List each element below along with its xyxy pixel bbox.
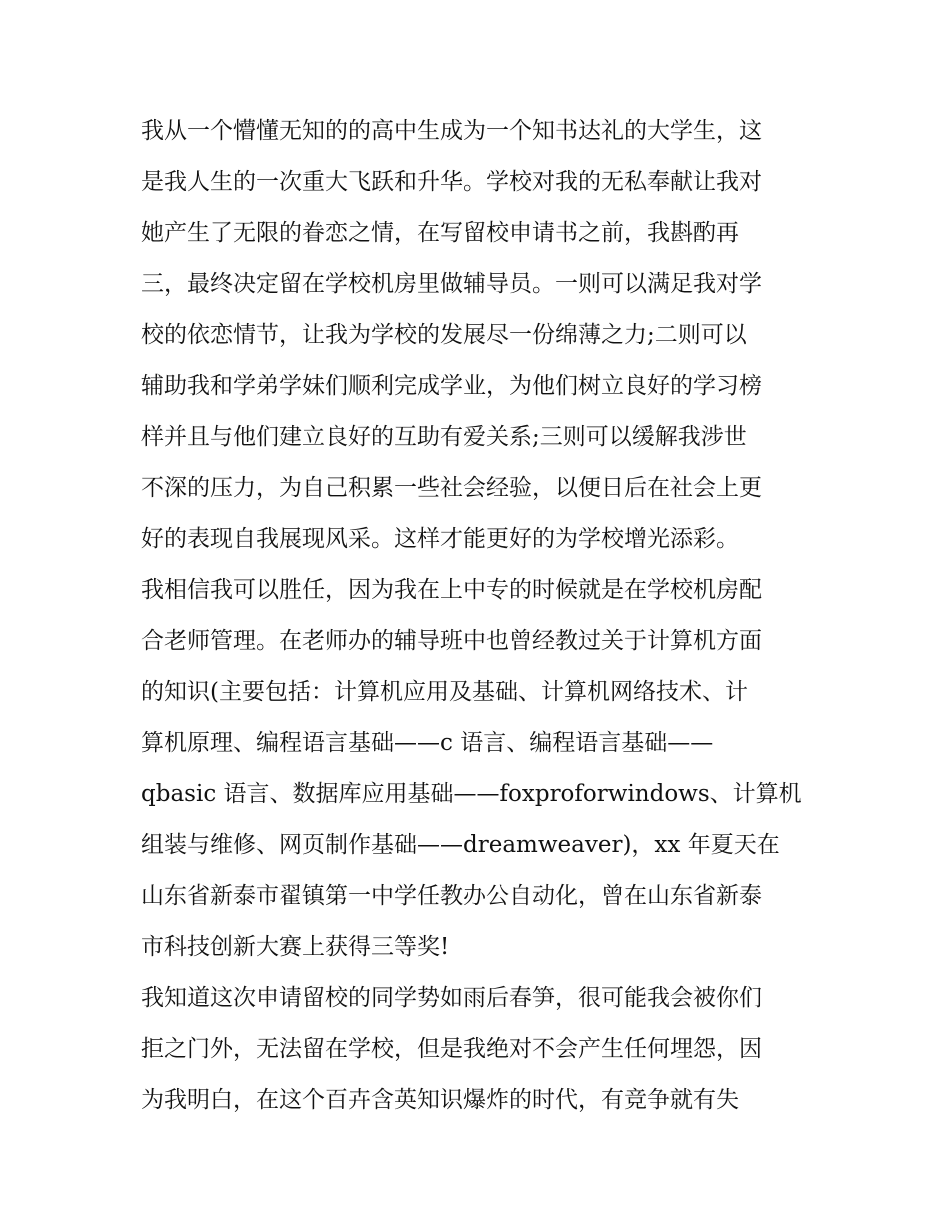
text-line: 算机原理、编程语言基础——c 语言、编程语言基础—— <box>141 730 714 756</box>
text-line: 为我明白，在这个百卉含英知识爆炸的时代，有竞争就有失 <box>141 1087 739 1113</box>
text-line: 组装与维修、网页制作基础——dreamweaver)，xx 年夏天在 <box>141 832 780 858</box>
text-line: 我知道这次申请留校的同学势如雨后春笋，很可能我会被你们 <box>141 985 762 1011</box>
text-line: 合老师管理。在老师办的辅导班中也曾经教过关于计算机方面 <box>141 628 762 654</box>
text-line: 我从一个懵懂无知的的高中生成为一个知书达礼的大学生，这 <box>141 118 762 144</box>
text-line: 辅助我和学弟学妹们顺利完成学业，为他们树立良好的学习榜 <box>141 373 762 399</box>
text-line: 是我人生的一次重大飞跃和升华。学校对我的无私奉献让我对 <box>141 169 762 195</box>
text-line: 的知识(主要包括：计算机应用及基础、计算机网络技术、计 <box>141 679 748 705</box>
text-line: 山东省新泰市翟镇第一中学任教办公自动化，曾在山东省新泰 <box>141 883 762 909</box>
text-line: 她产生了无限的眷恋之情，在写留校申请书之前，我斟酌再 <box>141 220 739 246</box>
text-line: 三，最终决定留在学校机房里做辅导员。一则可以满足我对学 <box>141 271 762 297</box>
text-line: 市科技创新大赛上获得三等奖! <box>141 934 450 960</box>
text-line: 不深的压力，为自己积累一些社会经验，以便日后在社会上更 <box>141 475 762 501</box>
text-line: 样并且与他们建立良好的互助有爱关系;三则可以缓解我涉世 <box>141 424 747 450</box>
body-text <box>141 106 821 1126</box>
text-line: qbasic 语言、数据库应用基础——foxproforwindows、计算机 <box>141 781 802 807</box>
text-line: 校的依恋情节，让我为学校的发展尽一份绵薄之力;二则可以 <box>141 322 747 348</box>
text-line: 好的表现自我展现风采。这样才能更好的为学校增光添彩。 <box>141 526 739 552</box>
text-line: 拒之门外，无法留在学校，但是我绝对不会产生任何埋怨，因 <box>141 1036 762 1062</box>
text-line: 我相信我可以胜任，因为我在上中专的时候就是在学校机房配 <box>141 577 762 603</box>
